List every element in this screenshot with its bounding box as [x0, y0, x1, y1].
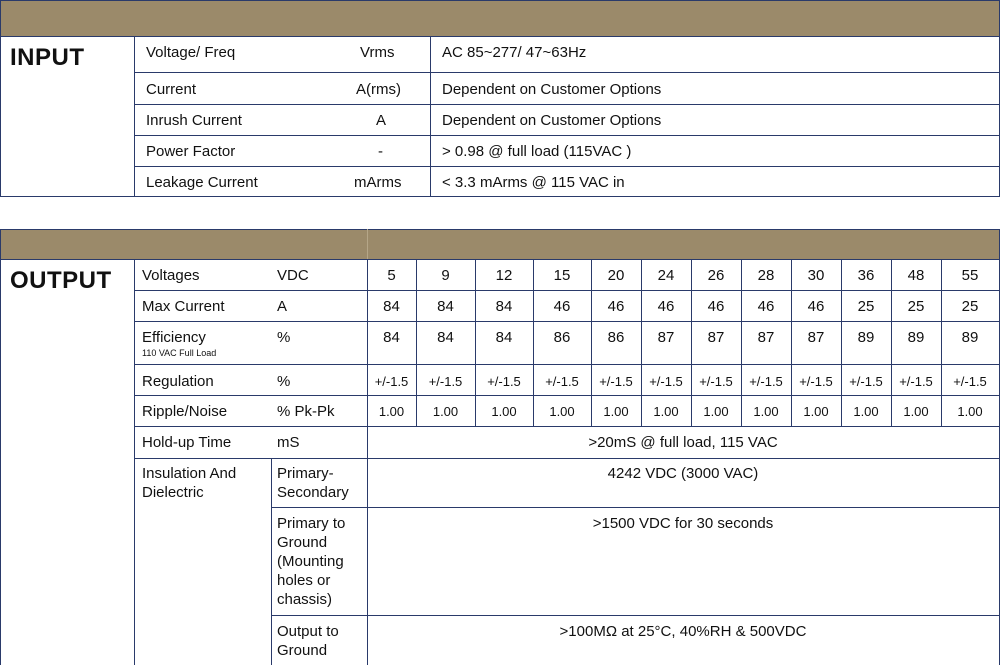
regulation-value: +/-1.5: [899, 374, 933, 389]
voltage-value: 55: [961, 267, 979, 284]
input-value: Dependent on Customer Options: [442, 112, 662, 129]
efficiency-value: 84: [437, 329, 454, 346]
divider: [0, 196, 1000, 197]
efficiency-value: 89: [907, 329, 925, 346]
regulation-value: +/-1.5: [428, 374, 463, 389]
insulation-sub-label: Output to Ground: [277, 623, 339, 659]
divider: [134, 458, 1000, 459]
regulation-unit: %: [277, 373, 291, 390]
divider: [134, 36, 135, 196]
efficiency-unit: %: [277, 329, 291, 346]
efficiency-value: 89: [961, 329, 979, 346]
ripple-value: 1.00: [957, 404, 983, 419]
divider: [271, 458, 272, 665]
divider: [0, 0, 1, 196]
max-current-value: 46: [807, 298, 825, 315]
input-unit: A: [376, 112, 387, 129]
efficiency-value: 89: [857, 329, 875, 346]
voltage-value: 48: [907, 267, 925, 284]
input-header-band: [0, 0, 1000, 37]
voltage-value: 15: [553, 267, 571, 284]
input-unit: -: [378, 143, 383, 160]
input-value: > 0.98 @ full load (115VAC ): [442, 143, 632, 160]
voltages-label: Voltages: [142, 267, 200, 284]
divider: [0, 259, 1000, 260]
divider: [134, 72, 1000, 73]
ripple-value: 1.00: [432, 404, 459, 419]
divider: [134, 364, 1000, 365]
max-current-value: 25: [907, 298, 925, 315]
ripple-value: 1.00: [378, 404, 405, 419]
insulation-sub-label: Primary to Ground (Mounting holes or chassis): [277, 515, 346, 608]
insulation-label: Insulation And Dielectric: [142, 465, 237, 501]
input-unit: A(rms): [356, 81, 401, 98]
divider: [134, 135, 1000, 136]
insulation-sub-label: Primary- Secondary: [277, 465, 349, 501]
insulation-value: 4242 VDC (3000 VAC): [607, 465, 759, 482]
regulation-value: +/-1.5: [749, 374, 783, 389]
ripple-value: 1.00: [853, 404, 879, 419]
input-param: Inrush Current: [146, 112, 242, 129]
max-current-value: 46: [553, 298, 571, 315]
max-current-value: 46: [607, 298, 625, 315]
input-unit: Vrms: [360, 44, 395, 61]
ripple-value: 1.00: [903, 404, 929, 419]
divider: [0, 229, 1, 665]
input-param: Power Factor: [146, 143, 236, 160]
regulation-value: +/-1.5: [599, 374, 633, 389]
ripple-label: Ripple/Noise: [142, 403, 228, 420]
efficiency-value: 84: [495, 329, 513, 346]
regulation-value: +/-1.5: [953, 374, 987, 389]
ripple-value: 1.00: [603, 404, 629, 419]
insulation-value: >100MΩ at 25°C, 40%RH & 500VDC: [559, 623, 807, 640]
holdup-label: Hold-up Time: [142, 434, 232, 451]
regulation-label: Regulation: [142, 373, 214, 390]
input-value: < 3.3 mArms @ 115 VAC in: [442, 174, 625, 191]
divider: [271, 507, 1000, 508]
ripple-value: 1.00: [549, 404, 575, 419]
max-current-value: 84: [437, 298, 454, 315]
divider: [271, 615, 1000, 616]
efficiency-value: 87: [807, 329, 825, 346]
voltage-value: 26: [707, 267, 725, 284]
efficiency-value: 87: [707, 329, 725, 346]
regulation-value: +/-1.5: [649, 374, 683, 389]
max-current-value: 25: [857, 298, 875, 315]
ripple-value: 1.00: [703, 404, 729, 419]
ripple-value: 1.00: [753, 404, 779, 419]
divider: [134, 395, 1000, 396]
efficiency-label: Efficiency: [142, 329, 206, 346]
efficiency-value: 86: [553, 329, 571, 346]
input-unit: mArms: [354, 174, 402, 191]
voltage-value: 20: [607, 267, 625, 284]
divider: [134, 166, 1000, 167]
ripple-value: 1.00: [653, 404, 679, 419]
insulation-value: >1500 VDC for 30 seconds: [592, 515, 774, 532]
input-value: Dependent on Customer Options: [442, 81, 662, 98]
output-section-title: OUTPUT: [10, 267, 112, 294]
ripple-value: 1.00: [491, 404, 517, 419]
max-current-value: 46: [657, 298, 675, 315]
voltages-unit: VDC: [277, 267, 309, 284]
voltage-value: 9: [441, 267, 450, 284]
max-current-value: 25: [961, 298, 979, 315]
input-param: Current: [146, 81, 197, 98]
regulation-value: +/-1.5: [849, 374, 883, 389]
efficiency-value: 87: [657, 329, 675, 346]
regulation-value: +/-1.5: [799, 374, 833, 389]
voltage-value: 36: [857, 267, 875, 284]
regulation-value: +/-1.5: [374, 374, 409, 389]
efficiency-value: 86: [607, 329, 625, 346]
divider: [134, 426, 1000, 427]
max-current-value: 84: [383, 298, 400, 315]
input-param: Voltage/ Freq: [146, 44, 236, 61]
efficiency-value: 87: [757, 329, 775, 346]
divider: [367, 259, 368, 665]
input-param: Leakage Current: [146, 174, 258, 191]
divider: [134, 259, 135, 665]
efficiency-value: 84: [383, 329, 400, 346]
holdup-value: >20mS @ full load, 115 VAC: [588, 434, 778, 451]
voltage-value: 24: [657, 267, 675, 284]
max-current-value: 46: [707, 298, 725, 315]
divider: [430, 36, 431, 196]
regulation-value: +/-1.5: [487, 374, 521, 389]
holdup-unit: mS: [277, 434, 300, 451]
divider: [134, 290, 1000, 291]
input-section-title: INPUT: [10, 44, 85, 71]
divider: [0, 36, 1000, 37]
voltage-value: 30: [807, 267, 825, 284]
divider: [134, 321, 1000, 322]
voltage-value: 5: [387, 267, 396, 284]
max-current-label: Max Current: [142, 298, 225, 315]
voltage-value: 28: [757, 267, 775, 284]
output-header-band: [0, 229, 1000, 260]
efficiency-note: 110 VAC Full Load: [142, 348, 217, 358]
divider: [134, 104, 1000, 105]
input-value: AC 85~277/ 47~63Hz: [442, 44, 587, 61]
ripple-value: 1.00: [803, 404, 829, 419]
voltage-value: 12: [495, 267, 513, 284]
max-current-unit: A: [277, 298, 288, 315]
max-current-value: 46: [757, 298, 775, 315]
divider: [367, 229, 368, 259]
max-current-value: 84: [495, 298, 513, 315]
regulation-value: +/-1.5: [699, 374, 733, 389]
ripple-unit: % Pk-Pk: [277, 403, 335, 420]
regulation-value: +/-1.5: [545, 374, 579, 389]
